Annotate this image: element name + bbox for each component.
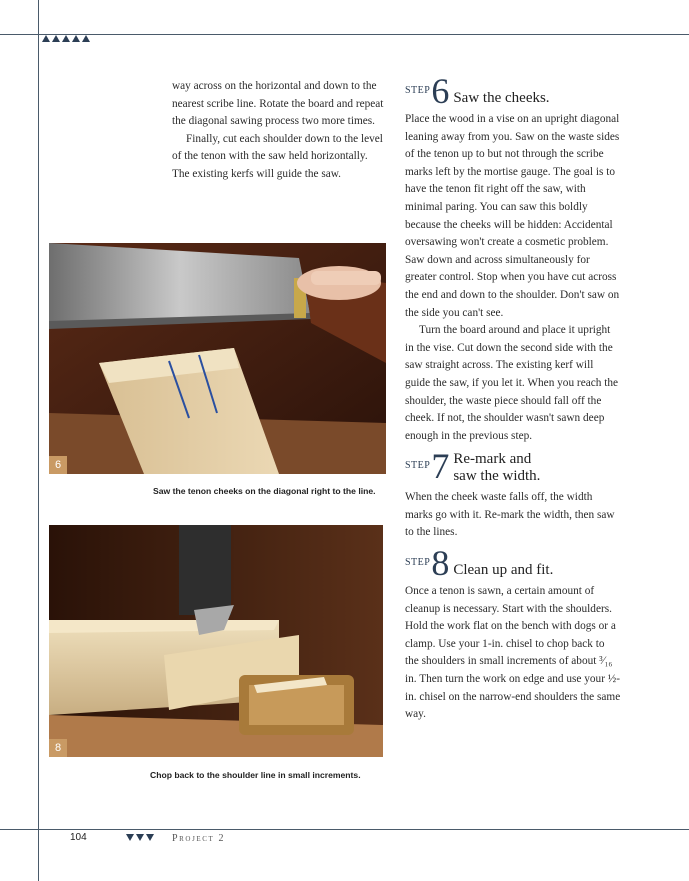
paragraph: When the cheek waste falls off, the width marks go with it. Re-mark the width, then saw to the lines. — [405, 491, 615, 539]
paragraph: Place the wood in a vise on an upright diagonal leaning away from you. Saw on the waste sides of the tenon up to but not through the scribe marks left by the mortise gauge. The goal is to have the tenon fit right off the saw, with minimal paring. You can saw this boldly because the cheeks will be hidden: Accidental oversawing won't create a cosmetic problem. Saw down and across simultaneously for greater control. Stop when you have cut across the end and down to the shoulder. Don't saw on the side you can't see. — [405, 113, 620, 319]
step-label: STEP — [405, 460, 431, 472]
header-ornament — [42, 35, 90, 42]
photo-number-badge: 8 — [49, 739, 67, 757]
triangle-icon — [126, 834, 134, 841]
step-heading — [405, 446, 621, 487]
photo-saw-tenon-cheeks — [49, 243, 386, 474]
header-rule — [0, 34, 689, 35]
step-number: 8 — [431, 543, 450, 584]
step-title-line: Re-mark and — [453, 451, 532, 468]
paragraph: Once a tenon is sawn, a certain amount of cleanup is necessary. Start with the shoulders. Hold the work flat on the bench with dogs or a clamp. Use your 1-in. chisel to chop back to the shoulders in small increments of about ³⁄₁₆ in. Then turn the work on edge and use your ½-in. chisel on the narrow-end shoulders the same way. — [405, 585, 621, 721]
photo8-illustration — [49, 525, 383, 757]
right-column-text — [405, 71, 621, 730]
triangle-icon — [82, 35, 90, 42]
footer-rule — [0, 829, 689, 830]
triangle-icon — [136, 834, 144, 841]
triangle-icon — [146, 834, 154, 841]
step-number: 6 — [431, 71, 450, 111]
running-footer-title: Project 2 — [172, 833, 226, 844]
step-title: Clean up and fit. — [453, 562, 554, 579]
step-title-line: saw the width. — [453, 468, 541, 485]
paragraph: Turn the board around and place it upright in the vise. Cut down the second side with the saw straight across. The existing kerf will guide the saw, if you let it. When you reach the shoulder, the waste piece should fall off the cheek. If not, the shoulder wasn't sawn deep enough in the previous step. — [405, 324, 619, 442]
paragraph: way across on the horizontal and down to the nearest scribe line. Rotate the board and repeat the diagonal sawing process two more times. — [172, 80, 384, 128]
margin-rule-vertical — [38, 0, 39, 881]
paragraph: Finally, cut each shoulder down to the level of the tenon with the saw held horizontally. The existing kerfs will guide the saw. — [172, 132, 383, 180]
photo-number-badge: 6 — [49, 456, 67, 474]
page-number: 104 — [70, 832, 87, 843]
photo6-illustration — [49, 243, 386, 474]
step-7 — [405, 446, 621, 542]
photo-caption: Chop back to the shoulder line in small increments. — [150, 770, 361, 780]
photo-caption: Saw the tenon cheeks on the diagonal right to the line. — [153, 486, 376, 496]
step-label: STEP — [405, 85, 431, 96]
triangle-icon — [52, 35, 60, 42]
step-label: STEP — [405, 557, 431, 569]
left-column-text — [172, 78, 386, 184]
triangle-icon — [72, 35, 80, 42]
step-number: 7 — [431, 446, 450, 487]
footer-ornament — [126, 834, 154, 841]
step-heading — [405, 71, 621, 111]
triangle-icon — [42, 35, 50, 42]
photo-chop-shoulder — [49, 525, 383, 757]
step-title: Saw the cheeks. — [453, 90, 550, 106]
step-8 — [405, 543, 621, 724]
step-6 — [405, 71, 621, 445]
step-title — [453, 451, 540, 485]
step-heading — [405, 543, 621, 584]
triangle-icon — [62, 35, 70, 42]
